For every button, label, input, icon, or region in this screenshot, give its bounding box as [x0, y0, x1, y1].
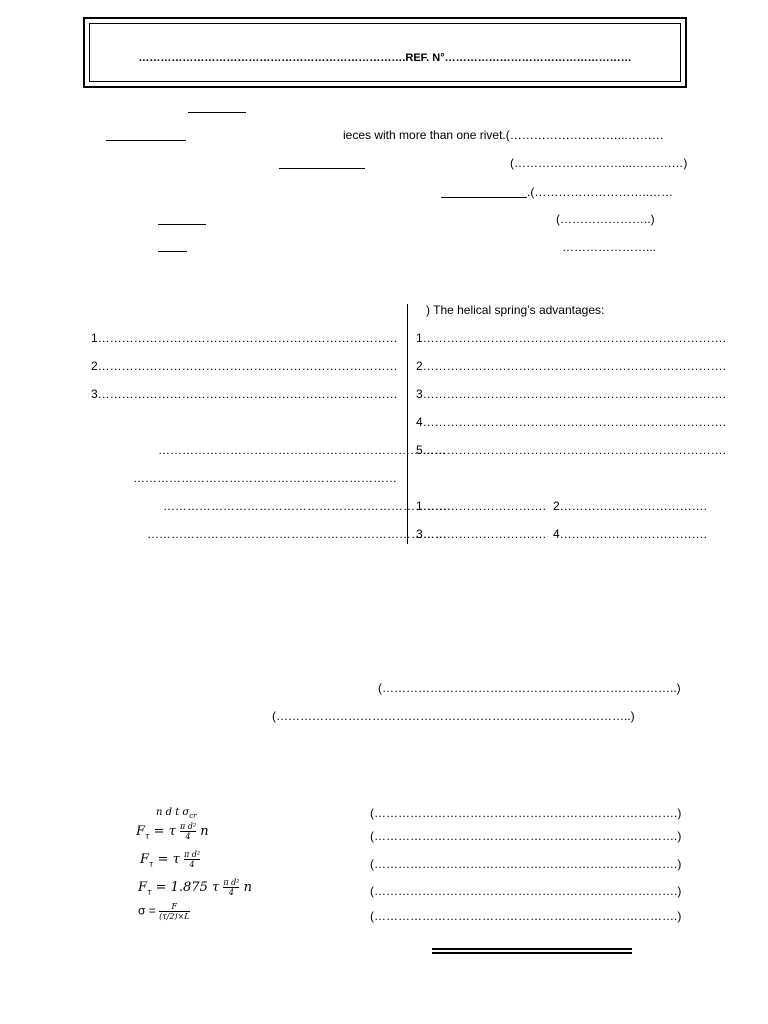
top-line-1: ieces with more than one rivet.(………………………...……… [343, 128, 664, 142]
formula-0-sub: cr [189, 812, 197, 820]
formula-2-sub: τ [149, 859, 154, 869]
formula-2-lhs: F [140, 852, 150, 867]
formula-0-text: n d t σ [156, 807, 190, 818]
right-item-1: 1…………………………………………………………………. [416, 331, 727, 345]
formula-blank-4: (………………………………………………………………….) [370, 884, 682, 898]
top-line-3: .(………………………..…… [527, 185, 673, 199]
formula-1-n: n [200, 824, 209, 839]
end-rule-bottom [432, 952, 632, 954]
blank-underline-1 [188, 112, 246, 113]
left-item-3: 3………………………………………………………………… [91, 387, 398, 401]
top-line-2: (………………………...……….…) [510, 156, 688, 170]
top-line-4: (…………………..) [556, 212, 655, 226]
left-dots-3: ……………………………………………………………… [163, 499, 451, 513]
left-item-1: 1………………………………………………………………… [91, 331, 398, 345]
blank-underline-6 [158, 251, 187, 252]
formula-0 [156, 807, 197, 820]
formula-1-lhs: F [136, 824, 146, 839]
pair-row-2-a: 3…………………………. [416, 527, 547, 541]
left-item-2: 2………………………………………………………………… [91, 359, 398, 373]
blank-underline-4 [441, 197, 527, 198]
formula-1-eq: = τ [153, 824, 176, 839]
formula-3-n: n [243, 880, 252, 895]
header-ref: ……………………………………………………………….REF. N°…………………………………………… [138, 52, 632, 64]
left-dots-2: ………………………………………………………… [133, 471, 397, 485]
formula-3-sub: τ [147, 887, 152, 897]
formula-1-sub: τ [145, 831, 150, 841]
formula-4-num: F [171, 902, 178, 911]
formula-3-num: π d² [223, 878, 240, 887]
formula-1-fraction [180, 822, 196, 841]
blank-underline-2 [106, 140, 186, 141]
left-dots-1: ……………………………………………………………… [158, 443, 446, 457]
header-box [83, 17, 687, 88]
formula-2-eq: = τ [157, 852, 180, 867]
mid-line-1: (………………………………………………………………..) [378, 681, 681, 695]
advantages-heading: ) The helical spring’s advantages: [426, 303, 605, 317]
formula-blank-1: (………………………………………………………………….) [370, 806, 682, 820]
formula-3 [138, 878, 252, 897]
right-item-5: 5…………………………………………………………………. [416, 443, 727, 457]
formula-2-num: π d² [183, 850, 201, 859]
blank-underline-5 [158, 224, 206, 225]
right-item-2: 2…………………………………………………………………. [416, 359, 727, 373]
formula-3-lhs: F [138, 880, 148, 895]
formula-2-den: 4 [184, 859, 200, 869]
formula-4 [138, 902, 190, 921]
left-dots-4: ………………………………………………………………… [147, 527, 447, 541]
formula-blank-2: (………………………………………………………………….) [370, 829, 682, 843]
formula-4-lhs: σ = [138, 903, 156, 918]
formula-blank-5: (………………………………………………………………….) [370, 909, 682, 923]
blank-underline-3 [279, 168, 365, 169]
formula-1-num: π d² [179, 822, 197, 831]
formula-4-fraction [159, 902, 189, 921]
formula-2 [140, 850, 200, 869]
formula-blank-3: (………………………………………………………………….) [370, 857, 682, 871]
formula-2-fraction [184, 850, 200, 869]
pair-row-2-b: 4………………………………. [553, 527, 708, 541]
right-item-3: 3…………………………………………………………………. [416, 387, 727, 401]
pair-row-1-b: 2………………………………. [553, 499, 708, 513]
formula-1 [136, 822, 209, 841]
formula-3-eq: = 1.875 τ [155, 880, 220, 895]
pair-row-1-a: 1…………………………. [416, 499, 547, 513]
formula-3-den: 4 [223, 887, 239, 897]
formula-1-den: 4 [180, 831, 196, 841]
mid-line-2: (……………………………………………………………………………..) [272, 709, 635, 723]
right-item-4: 4…………………………………………………………………. [416, 415, 727, 429]
top-line-5: …………………... [562, 240, 657, 254]
formula-4-den: (τ/2)×L [159, 912, 190, 921]
end-rule-top [432, 948, 632, 950]
formula-3-fraction [223, 878, 239, 897]
